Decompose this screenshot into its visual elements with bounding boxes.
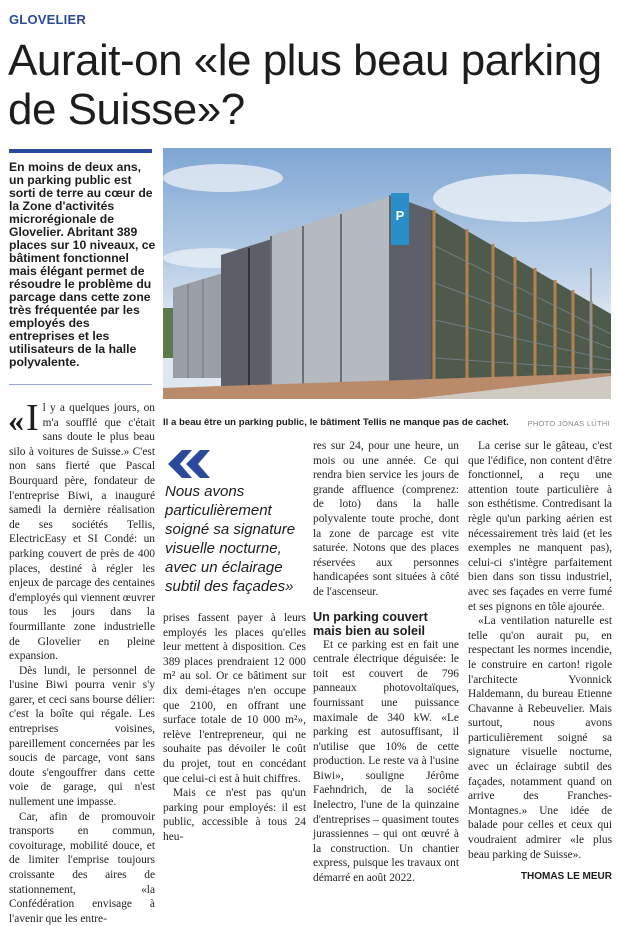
opening-paragraph	[8, 397, 155, 664]
paragraph: Dès lundi, le personnel de l'usine Biwi pourra venir s'y garer, et ceci sans bourse délier: c'est la boîte qui régale. Les entreprises voisines, pareillement concernées par les soucis de parcage, vont sans doute s'engouffrer dans cette voie de garage, qui n'est nullement une impasse.	[9, 664, 155, 809]
paragraph: Et ce parking est en fait une centrale électrique déguisée: le toit est couvert de 796 panneaux photovoltaïques, fournissant une puissance maximale de 340 kW. «Le parking est autosuffisant, il n'utilise que 10% de cette production. Le reste va à l'usine Biwi», souligne Jérôme Faehndrich, de la société Inelectro, l'une de la quinzaine d'entreprises – quasiment toutes jurassiennes – qui ont œuvré à la construction. Un chantier express, puisque les travaux ont démarré en août 2022.	[313, 638, 459, 885]
quote-marks-icon	[168, 450, 212, 483]
subheading: Un parking couvert mais bien au soleil	[313, 609, 428, 638]
drop-quote-mark: «	[8, 402, 24, 438]
column-4	[468, 439, 612, 882]
paragraph: res sur 24, pour une heure, un mois ou une année. Ce qui rendra bien service les jours de grande affluence (comprenez: de loto) dans la halle polyvalente toute proche, dont la zone de parcage est vite saturée. Notons que des places réservées aux personnes handicapées sont situées à côté de l'ascenseur.	[313, 440, 459, 598]
lead-top-rule	[9, 149, 152, 153]
paragraph: La cerise sur le gâteau, c'est que l'édifice, non content d'être fonctionnel, a reçu une attention toute particulière à son esthétisme. Contredisant la règle qu'un parking aérien est nécessairement très laid (et les exemples ne manquent pas), celui-ci s'intègre parfaitement bien dans son tissu industriel, avec ses façades en verre fumé et ses pignons en tôle ajourée.	[468, 440, 612, 613]
paragraph-text: l y a quelques jours, on m'a soufflé que c'était sans doute le plus beau silo à voitures de Suisse.» C'est non sans fierté que Pascal Bourquard père, fondateur de l'entreprise Biwi, a inauguré samedi la dernière réalisation de ses sociétés Tellis, ElectricEasy et SI Condé: un parking couvert de près de 400 places, destiné à régler les enjeux de parcage des centaines d'employés qui viennent œuvrer tous les jours dans la fourmillante zone industrielle de Glovelier en pleine expansion.	[9, 402, 155, 663]
article-photo	[163, 148, 611, 399]
column-1	[8, 397, 155, 926]
photo-credit: PHOTO JONAS LÜTHI	[527, 419, 610, 428]
paragraph: prises fassent payer à leurs employés les places qu'elles leur mettent à disposition. Ces 389 places prendraient 12 000 m² au sol. Or ce bâtiment sur dix demi-étages n'en occupe que 2100, en offrant une surface totale de 10 000 m²», relève l'entrepreneur, qui ne souhaite pas dévoiler le coût du projet, tout en concédant que celui-ci est à huit chiffres.	[163, 612, 306, 785]
headline: Aurait-on «le plus beau parking de Suisse»?	[8, 36, 602, 134]
section-kicker: GLOVELIER	[9, 12, 86, 27]
photo-caption: Il a beau être un parking public, le bâtiment Tellis ne manque pas de cachet.	[163, 417, 509, 428]
column-2	[163, 611, 306, 845]
lead-paragraph: En moins de deux ans, un parking public est sorti de terre au cœur de la Zone d'activités microrégionale de Glovelier. Abritant 389 places sur 10 niveaux, ce bâtiment fonctionnel mais élégant permet de résoudre le problème du parcage dans cette zone très fréquentée par les employés des entreprises et les utilisateurs de la halle polyvalente.	[9, 160, 156, 369]
author-byline: THOMAS LE MEUR	[520, 871, 612, 883]
paragraph: «La ventilation naturelle est telle qu'on aurait pu, en respectant les normes incendie, le construire en carton! rigole l'architecte Yvonnick Haldemann, du bureau Etienne Chavanne à Rebeuvelier. Mais surtout, nous avons particulièrement soigné sa signature visuelle nocturne, avec un éclairage subtil des façades, notamment quand on arrive des Franches-Montagnes.» Une idée de balade pour celles et ceux qui voudraient admirer «le plus beau parking de Suisse».	[468, 615, 612, 861]
parking-building-image	[163, 148, 611, 399]
column-3	[313, 439, 459, 886]
drop-cap: I	[26, 397, 39, 439]
lead-bottom-rule	[9, 384, 152, 385]
pull-quote: Nous avons particulièrement soigné sa signature visuelle nocturne, avec un éclairage subtil des façades»	[165, 483, 296, 595]
paragraph: Car, afin de promouvoir transports en commun, covoiturage, mobilité douce, et de limiter l'emprise toujours croissante des aires de stationnement, «la Confédération envisage à l'avenir que les entre-	[9, 810, 155, 925]
parking-sign-letter: P	[395, 208, 405, 223]
paragraph: Mais ce n'est pas qu'un parking pour employés: il est public, accessible à tous 24 heu-	[163, 787, 306, 843]
